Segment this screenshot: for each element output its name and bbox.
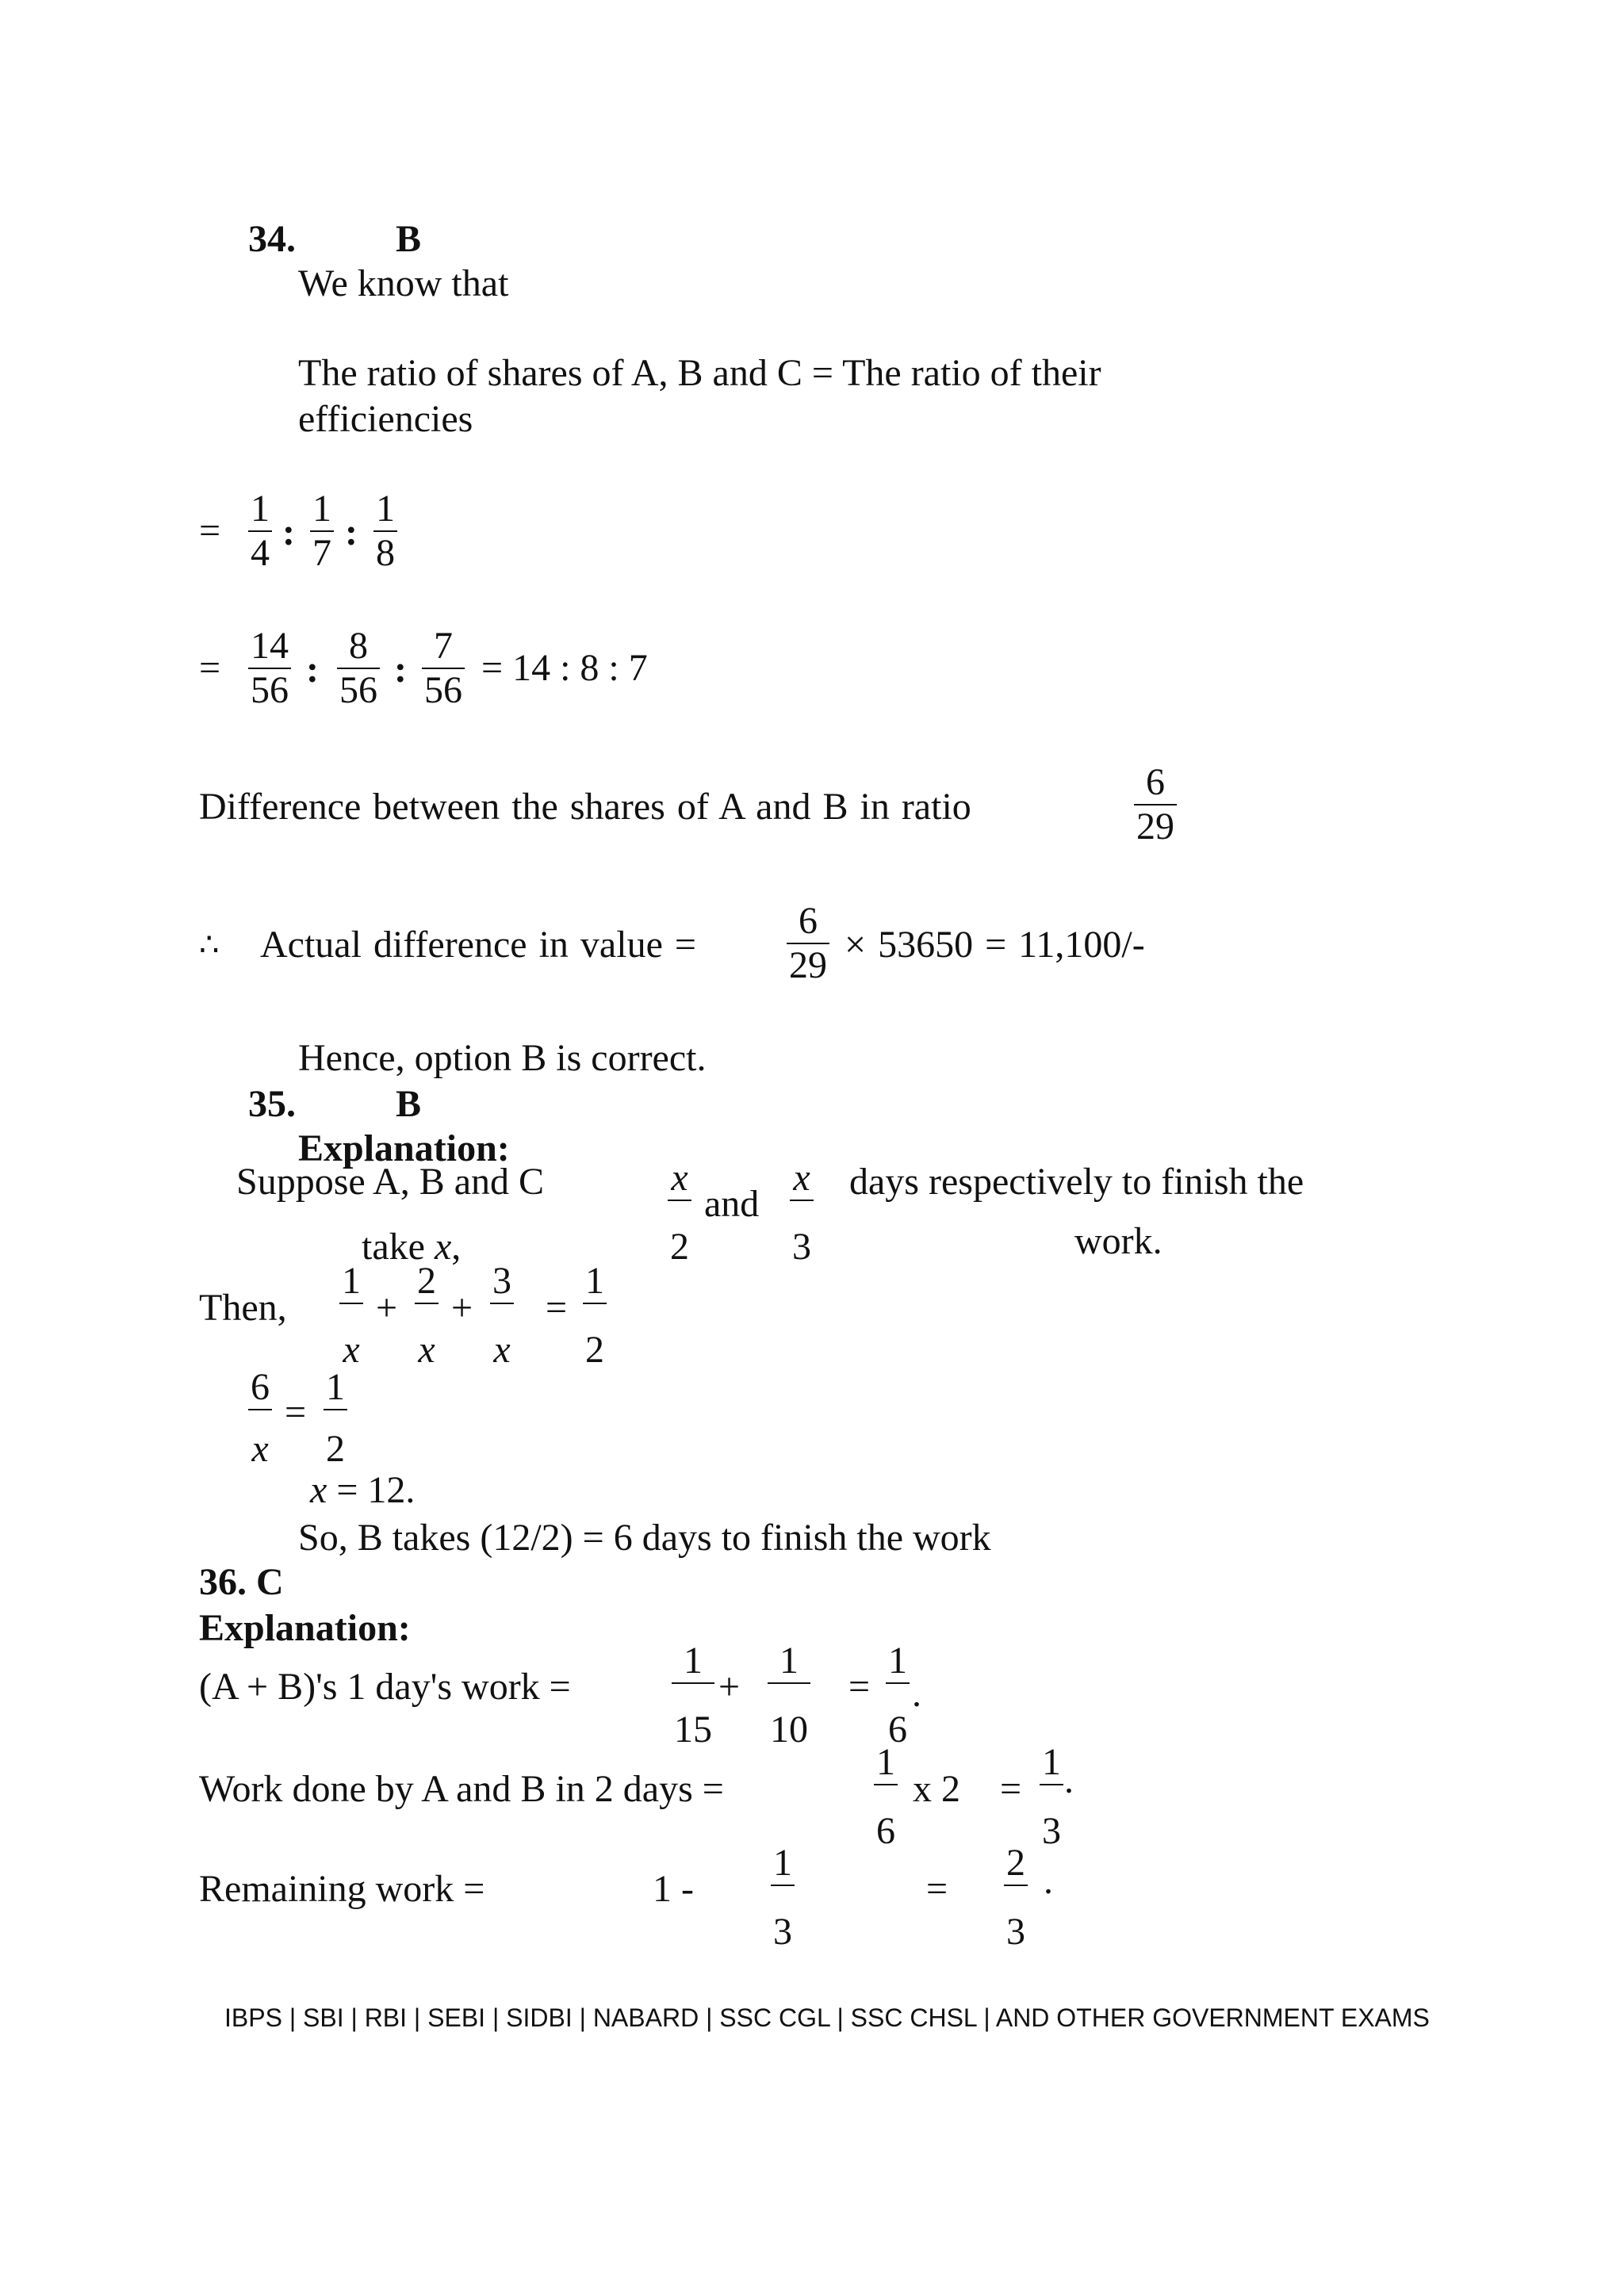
fraction (248, 488, 272, 575)
take-phrase (362, 1225, 461, 1269)
ratio-colon: : (282, 511, 295, 553)
q34-intro: We know that (298, 262, 509, 304)
fraction-denominator: 29 (1136, 806, 1174, 848)
fraction (248, 1366, 272, 1471)
fraction (886, 1640, 910, 1751)
fraction-numerator: 8 (337, 625, 380, 669)
equals-sign: = (1000, 1768, 1022, 1810)
fraction-numerator: 7 (422, 625, 465, 669)
fraction-denominator: x (343, 1329, 360, 1371)
q34-answer-letter: B (396, 218, 422, 260)
fraction (768, 1640, 810, 1751)
fraction (415, 1260, 439, 1372)
fraction (1134, 761, 1177, 848)
fraction-denominator: 6 (888, 1709, 907, 1751)
fraction (583, 1260, 607, 1372)
fraction-denominator: 3 (792, 1226, 811, 1268)
one-day-work-label: (A + B)'s 1 day's work = (199, 1666, 571, 1708)
ratio-colon: : (394, 649, 407, 691)
fraction-numerator: 14 (248, 625, 291, 669)
q34-statement-line-1: The ratio of shares of A, B and C = The ratio of their (298, 352, 1101, 394)
fraction-denominator: 2 (326, 1428, 345, 1470)
variable-x: x (310, 1469, 327, 1511)
take-word: take (362, 1226, 425, 1268)
q35-answer-letter: B (396, 1083, 422, 1125)
fraction-denominator: 15 (674, 1709, 712, 1751)
suppose-tail-end: work. (1074, 1220, 1162, 1262)
and-word: and (704, 1183, 760, 1225)
fraction (490, 1260, 514, 1372)
fraction (874, 1741, 898, 1853)
fraction-numerator: 1 (248, 488, 272, 532)
fraction-numerator: 2 (1004, 1842, 1028, 1886)
fraction-numerator: 1 (768, 1640, 810, 1684)
fraction (339, 1260, 363, 1372)
fraction (787, 900, 829, 987)
equals-sign: = (199, 647, 221, 689)
fraction (790, 1157, 814, 1269)
fraction-numerator: 6 (1134, 761, 1177, 806)
fraction-denominator: 29 (789, 944, 827, 986)
fraction (422, 625, 465, 712)
page-footer: IBPS | SBI | RBI | SEBI | SIDBI | NABARD | SSC CGL | SSC CHSL | AND OTHER GOVERNMENT EXAMS (224, 2003, 1430, 2032)
fraction (310, 488, 334, 575)
fraction (672, 1640, 714, 1751)
fraction-numerator: 1 (672, 1640, 714, 1684)
plus-sign: + (718, 1666, 741, 1708)
ratio-colon: : (345, 511, 358, 553)
two-day-work-label: Work done by A and B in 2 days = (199, 1768, 724, 1810)
plus-sign: + (451, 1287, 473, 1329)
fraction-numerator: 1 (373, 488, 397, 532)
suppose-text: Suppose A, B and C (236, 1161, 545, 1203)
fraction (337, 625, 380, 712)
fraction (668, 1157, 691, 1269)
fraction-numerator: 1 (1040, 1741, 1063, 1785)
fraction-numerator: 6 (248, 1366, 272, 1410)
q34-conclusion: Hence, option B is correct. (298, 1037, 707, 1079)
equals-sign: = (199, 510, 221, 552)
variable-x: x (434, 1226, 452, 1268)
fraction-denominator: x (251, 1428, 269, 1470)
take-comma: , (451, 1226, 462, 1268)
fraction (373, 488, 397, 575)
fraction-numerator: 1 (324, 1366, 347, 1410)
then-label: Then, (199, 1287, 287, 1329)
fraction-denominator: 10 (770, 1709, 808, 1751)
actual-difference-result: × 53650 = 11,100/- (845, 924, 1145, 966)
fraction-numerator: x (668, 1157, 691, 1201)
difference-text: Difference between the shares of A and B in ratio (199, 786, 971, 828)
fraction-numerator: 1 (771, 1842, 795, 1886)
period: . (1064, 1759, 1074, 1801)
fraction-denominator: 8 (376, 532, 395, 574)
equals-sign: = (285, 1391, 307, 1433)
q35-conclusion: So, B takes (12/2) = 6 days to finish the work (298, 1517, 991, 1559)
ratio-result: = 14 : 8 : 7 (481, 647, 648, 689)
fraction (248, 625, 291, 712)
fraction-denominator: 6 (876, 1810, 895, 1852)
fraction-numerator: 1 (310, 488, 334, 532)
fraction (324, 1366, 347, 1471)
q35-explanation-label: Explanation: (298, 1127, 510, 1169)
q34-number: 34. (248, 218, 296, 260)
fraction-denominator: 4 (251, 532, 270, 574)
q34-statement-line-2: efficiencies (298, 398, 473, 440)
actual-difference-text: Actual difference in value = (260, 924, 696, 966)
fraction-numerator: 6 (787, 900, 829, 944)
fraction-denominator: 2 (585, 1329, 604, 1371)
period: . (912, 1673, 921, 1715)
equals-sign: = (546, 1287, 568, 1329)
q35-number: 35. (248, 1083, 296, 1125)
fraction-numerator: 1 (874, 1741, 898, 1785)
multiplier: x 2 (913, 1768, 960, 1810)
fraction-numerator: 3 (490, 1260, 514, 1304)
fraction-denominator: 56 (424, 669, 462, 711)
therefore-icon: ∴ (199, 927, 220, 963)
q36-explanation-label: Explanation: (199, 1607, 411, 1649)
fraction-denominator: 3 (773, 1911, 792, 1953)
fraction-denominator: 56 (339, 669, 377, 711)
fraction-denominator: 2 (670, 1226, 689, 1268)
plus-sign: + (376, 1287, 398, 1329)
equals-sign: = (848, 1666, 871, 1708)
fraction-denominator: x (493, 1329, 511, 1371)
fraction-numerator: x (790, 1157, 814, 1201)
x-result-value: = 12. (336, 1469, 416, 1511)
fraction-numerator: 2 (415, 1260, 439, 1304)
fraction (1004, 1842, 1028, 1954)
period: . (1044, 1860, 1053, 1902)
suppose-tail: days respectively to finish the (849, 1161, 1304, 1203)
remaining-work-label: Remaining work = (199, 1868, 485, 1910)
fraction-denominator: 3 (1042, 1810, 1061, 1852)
one-minus: 1 - (653, 1868, 694, 1910)
x-result (310, 1468, 415, 1513)
fraction-denominator: 56 (251, 669, 289, 711)
fraction-numerator: 1 (339, 1260, 363, 1304)
equals-sign: = (926, 1868, 948, 1910)
q36-heading: 36. C (199, 1561, 284, 1603)
ratio-colon: : (306, 649, 319, 691)
fraction-numerator: 1 (886, 1640, 910, 1684)
fraction (1040, 1741, 1063, 1853)
fraction (771, 1842, 795, 1954)
fraction-denominator: 7 (312, 532, 331, 574)
fraction-numerator: 1 (583, 1260, 607, 1304)
fraction-denominator: x (418, 1329, 435, 1371)
fraction-denominator: 3 (1006, 1911, 1025, 1953)
